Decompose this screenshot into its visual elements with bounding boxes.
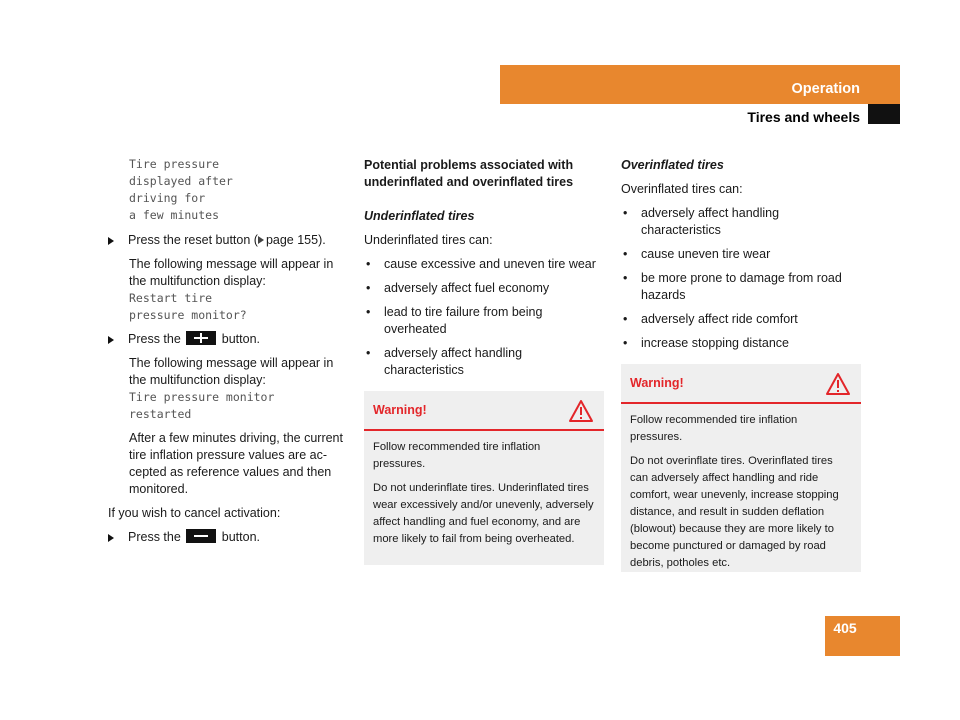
warning-title: Warning! [373, 403, 427, 417]
list-item: • increase stopping distance [623, 336, 790, 350]
section-heading: Potential problems associated with underinflated and overinflated tires [364, 158, 574, 189]
display-message-pressure: Tire pressure displayed after driving for a few minutes [129, 157, 233, 222]
warning-text: Follow recommended tire inflation pressures. [630, 414, 798, 443]
warning-box-underinflated [364, 391, 604, 565]
minus-button-icon [186, 529, 216, 543]
list-item: • cause excessive and uneven tire wear [366, 257, 596, 271]
after-driving-text: After a few minutes driving, the current tire inflation pressure values are ac- cepted as reference values and then monitored. [129, 431, 343, 496]
message-intro-2: The following message will appear in the multifunction display: [129, 356, 334, 387]
arrow-right-icon [108, 336, 114, 344]
warning-text: Do not underinflate tires. Underinflated tires wear excessively and/or unevenly, adversely affect handling and fuel economy, and are more likely to fail from being overheated. [373, 482, 594, 545]
triangle-right-icon [258, 236, 264, 244]
list-item: • lead to tire failure from being overheated [366, 305, 543, 336]
page-reference-link[interactable]: page 155 [265, 233, 319, 247]
warning-title: Warning! [630, 376, 684, 390]
warning-text: Do not overinflate tires. Overinflated tires can adversely affect handling and ride comfort, wear unevenly, increase stopping distance, and result in sudden deflation (blowout) because they are more likely to become punctured or damaged by road debris, potholes etc. [630, 455, 839, 569]
overinflated-intro: Overinflated tires can: [621, 182, 743, 196]
subsection-title: Tires and wheels [747, 109, 860, 125]
arrow-right-icon [108, 237, 114, 245]
step-minus-button: Press the button. [108, 529, 353, 546]
step-plus-button: Press the button. [108, 331, 353, 348]
warning-triangle-icon [825, 372, 851, 396]
list-item: • adversely affect fuel economy [366, 281, 550, 295]
underinflated-list [364, 256, 604, 386]
message-intro-1: The following message will appear in the multifunction display: [129, 257, 334, 288]
underinflated-heading: Underinflated tires [364, 209, 475, 223]
warning-triangle-icon [568, 399, 594, 423]
list-item: • cause uneven tire wear [623, 247, 771, 261]
plus-button-icon [186, 331, 216, 345]
cancel-activation-text: If you wish to cancel activation: [108, 506, 281, 520]
list-item: • be more prone to damage from road hazards [623, 271, 842, 302]
underinflated-intro: Underinflated tires can: [364, 233, 493, 247]
list-item: • adversely affect handling characteristics [623, 206, 780, 237]
header-marker [868, 104, 900, 124]
overinflated-heading: Overinflated tires [621, 158, 724, 172]
warning-box-overinflated [621, 364, 861, 572]
step-reset-button: Press the reset button ( page 155). [108, 232, 353, 249]
arrow-right-icon [108, 534, 114, 542]
list-item: • adversely affect handling characteristics [366, 346, 523, 377]
page-number: 405 [833, 620, 857, 636]
list-item: • adversely affect ride comfort [623, 312, 798, 326]
display-message-restarted: Tire pressure monitor restarted [129, 390, 275, 421]
warning-text: Follow recommended tire inflation pressures. [373, 441, 541, 470]
display-message-restart: Restart tire pressure monitor? [129, 291, 247, 322]
section-title: Operation [791, 81, 860, 97]
overinflated-list [621, 205, 861, 359]
